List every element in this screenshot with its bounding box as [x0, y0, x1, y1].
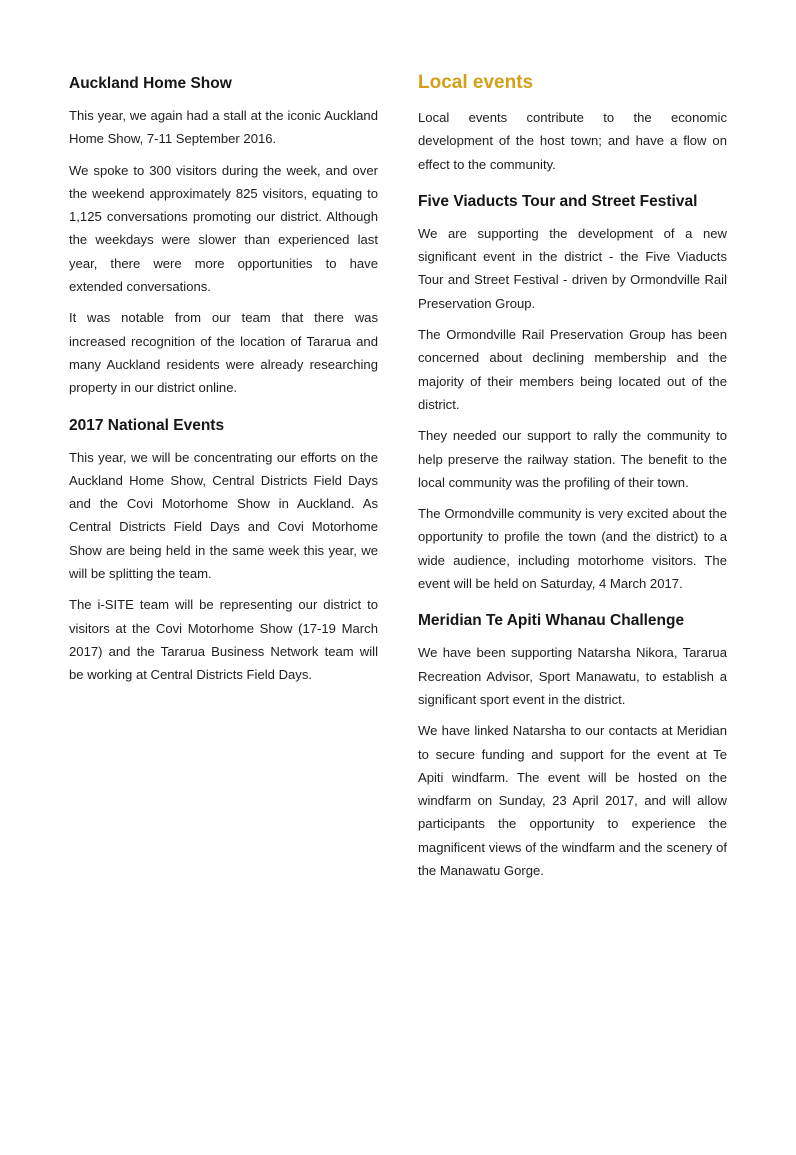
paragraph: They needed our support to rally the community to help preserve the railway station. The benefit to the local community was the profiling of their town.	[418, 428, 727, 490]
paragraph: The Ormondville Rail Preservation Group has been concerned about declining membership and the majority of their members being located out of the district.	[418, 327, 727, 412]
paragraph: It was notable from our team that there was increased recognition of the location of Tararua and many Auckland residents were already researching property in our district online.	[69, 310, 378, 396]
paragraph: The Ormondville community is very excited about the opportunity to profile the town (and the district) to a wide audience, including motorhome visitors. The event will be held on Saturday, 4 March 2017.	[418, 506, 727, 592]
page-section-title: Local events	[418, 72, 534, 93]
paragraph: This year, we again had a stall at the iconic Auckland Home Show, 7-11 September 2016.	[69, 108, 378, 147]
paragraph: We spoke to 300 visitors during the week, and over the weekend approximately 825 visitors, equating to 1,125 conversations promoting our district. Although the weekdays were slower than experienced last year, there were more opportunities to have extended conversations.	[69, 162, 378, 295]
paragraph: This year, we will be concentrating our efforts on the Auckland Home Show, Central Districts Field Days and the Covi Motorhome Show in Auckland. As Central Districts Field Days and Covi Motorhome Show are being held in the same week this year, we will be splitting the team.	[69, 449, 378, 582]
section-2017-national-events	[69, 416, 378, 687]
paragraph: We are supporting the development of a new significant event in the district - the Five Viaducts Tour and Street Festival - driven by Ormondville Rail Preservation Group.	[418, 225, 727, 311]
paragraph: We have been supporting Natarsha Nikora, Tararua Recreation Advisor, Sport Manawatu, to establish a significant sport event in the district.	[418, 645, 727, 707]
paragraph: We have linked Natarsha to our contacts at Meridian to secure funding and support for the event at Te Apiti windfarm. The event will be hosted on the windfarm on Sunday, 23 April 2017, and will allow participants the opportunity to experience the magnificent views of the windfarm and the scenery of the Manawatu Gorge.	[418, 723, 727, 879]
section-heading: Meridian Te Apiti Whanau Challenge	[418, 612, 685, 630]
section-auckland-home-show	[69, 74, 378, 400]
section-heading: 2017 National Events	[69, 416, 225, 434]
section-five-viaducts	[418, 192, 727, 595]
left-column	[69, 72, 378, 695]
right-column	[418, 72, 727, 890]
section-local-events	[418, 72, 727, 176]
paragraph: Local events contribute to the economic development of the host town; and have a flow on effect to the community.	[418, 110, 727, 172]
section-heading: Five Viaducts Tour and Street Festival	[418, 192, 698, 210]
section-heading: Auckland Home Show	[69, 75, 232, 92]
paragraph: The i-SITE team will be representing our district to visitors at the Covi Motorhome Show (17-19 March 2017) and the Tararua Business Network team will be working at Central Districts Field Days.	[69, 597, 378, 683]
section-meridian-challenge	[418, 611, 727, 882]
